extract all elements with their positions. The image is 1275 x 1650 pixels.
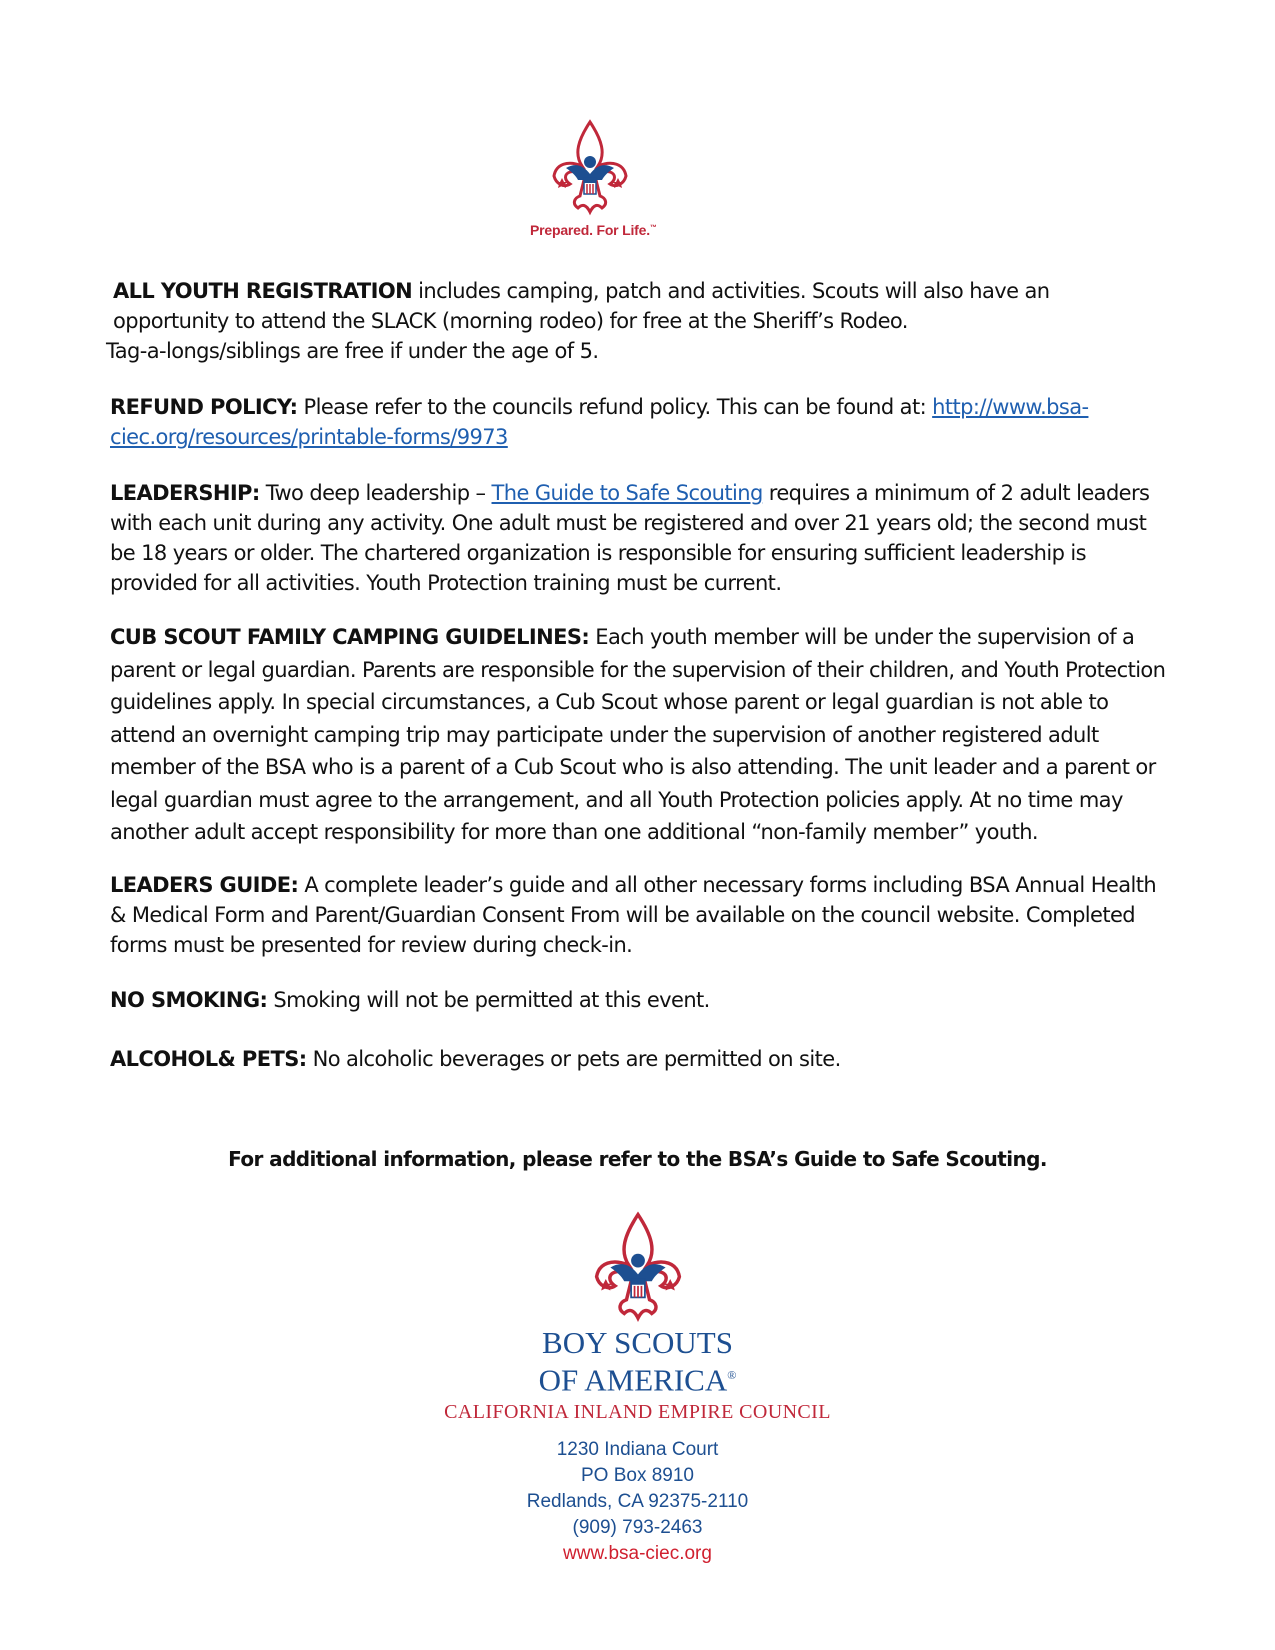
youth-text: includes camping, patch and activities. Scouts will also have an <box>412 279 1050 303</box>
leadership-heading: LEADERSHIP: <box>110 481 260 505</box>
cub-text: Each youth member will be under the supervision of a parent or legal guardian. Parents are responsible for the supervision of their children, and Youth Protection guidelines apply. In special circumstances, a Cub Scout whose parent or legal guardian is not able to attend an overnight camping trip may participate under the supervision of another registered adult member of the BSA who is a parent of a Cub Scout who is also attending. The unit leader and a parent or legal guardian must agree to the arrangement, and all Youth Protection policies apply. At no time may another adult accept responsibility for more than one additional “non-family member” youth. <box>110 625 1166 844</box>
address-line-2: PO Box 8910 <box>580 1465 695 1486</box>
fleur-de-lis-icon <box>583 1210 693 1325</box>
council-address <box>0 1437 1275 1567</box>
section-alcohol-pets <box>110 1044 1170 1074</box>
closing-note: For additional information, please refer to the BSA’s Guide to Safe Scouting. <box>228 1147 1047 1171</box>
org-line-1: BOY SCOUTS <box>542 1325 733 1360</box>
refund-text: Please refer to the councils refund policy. This can be found at: <box>297 395 933 419</box>
section-youth-registration <box>106 276 1170 366</box>
bsa-logo-bottom <box>583 1210 693 1325</box>
alcohol-heading: ALCOHOL& PETS: <box>110 1047 307 1071</box>
leadership-text-2: requires a minimum of 2 adult leaders with each unit during any activity. One adult must be registered and over 21 years old; the second must be 18 years or older. The chartered organization is responsible for ensuring sufficient leadership is provided for all activities. Youth Protection training must be current. <box>110 481 1150 595</box>
smoking-text: Smoking will not be permitted at this event. <box>267 988 710 1012</box>
alcohol-text: No alcoholic beverages or pets are permitted on site. <box>306 1047 841 1071</box>
youth-line-3: Tag-a-longs/siblings are free if under the age of 5. <box>106 339 599 363</box>
refund-policy-link[interactable]: http://www.bsa-ciec.org/resources/printable-forms/9973 <box>110 395 1089 449</box>
section-leadership <box>110 478 1170 598</box>
section-leaders-guide <box>110 870 1170 960</box>
cub-heading: CUB SCOUT FAMILY CAMPING GUIDELINES: <box>110 625 590 649</box>
organization-name <box>0 1327 1275 1396</box>
youth-heading: ALL YOUTH REGISTRATION <box>113 279 413 303</box>
tagline: Prepared. For Life.™ <box>530 222 657 238</box>
section-refund-policy <box>110 392 1170 452</box>
org-line-2: OF AMERICA <box>538 1362 728 1398</box>
section-cub-scout-camping <box>110 621 1170 849</box>
leadership-text-1: Two deep leadership – <box>259 481 492 505</box>
safe-scouting-link[interactable]: The Guide to Safe Scouting <box>491 481 763 505</box>
address-line-1: 1230 Indiana Court <box>556 1439 719 1460</box>
address-line-3: Redlands, CA 92375-2110 <box>526 1491 749 1512</box>
website-link[interactable]: www.bsa-ciec.org <box>563 1543 712 1564</box>
bsa-logo-top <box>530 118 657 253</box>
council-name: CALIFORNIA INLAND EMPIRE COUNCIL <box>444 1401 831 1423</box>
smoking-heading: NO SMOKING: <box>110 988 268 1012</box>
leaders-guide-heading: LEADERS GUIDE: <box>110 873 299 897</box>
youth-line-2: opportunity to attend the SLACK (morning rodeo) for free at the Sheriff’s Rodeo. <box>113 309 908 333</box>
refund-heading: REFUND POLICY: <box>110 395 298 419</box>
phone-number: (909) 793-2463 <box>572 1517 703 1538</box>
registered-mark: ® <box>727 1368 737 1382</box>
leaders-guide-text: A complete leader’s guide and all other necessary forms including BSA Annual Health & Medical Form and Parent/Guardian Consent From will be available on the council website. Completed forms must be presented for review during check-in. <box>110 873 1157 957</box>
section-no-smoking <box>110 985 1170 1015</box>
fleur-de-lis-icon <box>548 118 632 218</box>
